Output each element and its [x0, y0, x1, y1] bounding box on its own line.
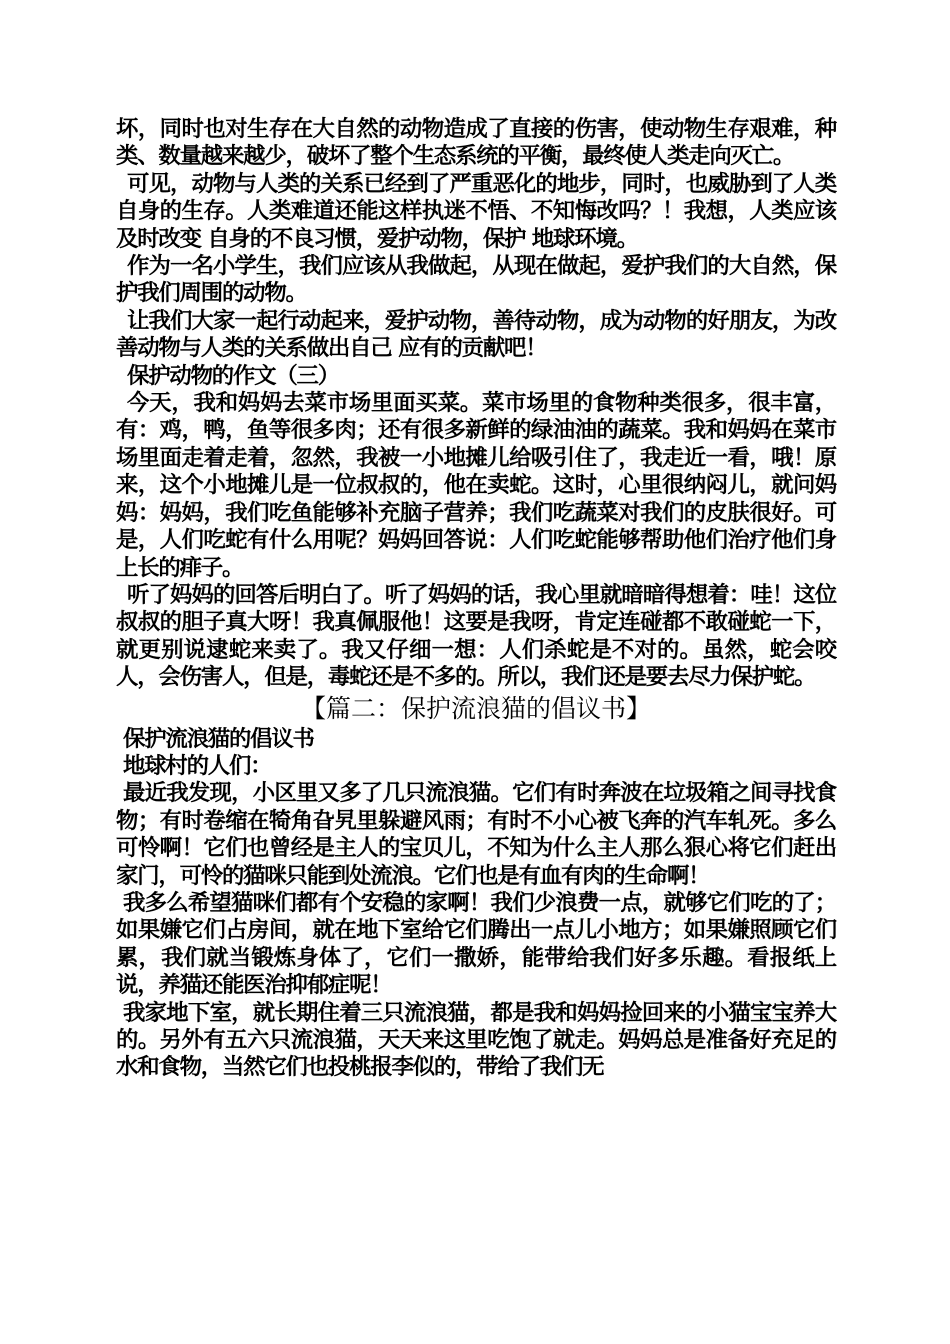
essay-subtitle: 保护动物的作文（三）	[127, 362, 339, 389]
paragraph: 可见，动物与人类的关系已经到了严重恶化的地步，同时，也威胁到了人类自身的生存。人类难道还能这样执迷不悟、不知悔改吗？！我想，人类应该及时改变 自身的不良习惯，爱护动物，保护 地球环境。	[116, 170, 836, 252]
section-heading: 【篇二：保护流浪猫的倡议书】	[300, 693, 651, 723]
paragraph: 今天，我和妈妈去菜市场里面买菜。菜市场里的食物种类很多，很丰富，有：鸡，鸭，鱼等很多肉；还有很多新鲜的绿油油的蔬菜。我和妈妈在菜市场里面走着走着，忽然，我被一小地摊儿给吸引住了，我走近一看，哦！原来，这个小地摊儿是一位叔叔的，他在卖蛇。这时，心里很纳闷儿，就问妈妈：妈妈，我们吃鱼能够补充脑子营养；我们吃蔬菜对我们的皮肤很好。可是，人们吃蛇有什么用呢？妈妈回答说：人们吃蛇能够帮助他们治疗他们身上长的痱子。	[116, 390, 836, 581]
paragraph: 让我们大家一起行动起来，爱护动物，善待动物，成为动物的好朋友，为改善动物与人类的关系做出自己 应有的贡献吧！	[116, 307, 836, 362]
paragraph: 我多么希望猫咪们都有个安稳的家啊！我们少浪费一点，就够它们吃的了；如果嫌它们占房间，就在地下室给它们腾出一点儿小地方；如果嫌照顾它们累，我们就当锻炼身体了，它们一撒娇，能带给我们好多乐趣。看报纸上说，养猫还能医治抑郁症呢！	[116, 889, 836, 999]
paragraph: 作为一名小学生，我们应该从我做起，从现在做起，爱护我们的大自然，保护我们周围的动物。	[116, 253, 836, 307]
paragraph: 听了妈妈的回答后明白了。听了妈妈的话，我心里就暗暗得想着：哇！这位叔叔的胆子真大呀！我真佩服他！这要是我呀，肯定连碰都不敢碰蛇一下，就更别说逮蛇来卖了。我又仔细一想：人们杀蛇是不对的。虽然，蛇会咬人，会伤害人，但是，毒蛇还是不多的。所以，我们还是要去尽力保护蛇。	[116, 581, 836, 691]
paragraph: 我家地下室，就长期住着三只流浪猫，都是我和妈妈捡回来的小猫宝宝养大的。另外有五六只流浪猫，天天来这里吃饱了就走。妈妈总是准备好充足的水和食物，当然它们也投桃报李似的，带给了我们无	[116, 999, 836, 1081]
paragraph: 最近我发现，小区里又多了几只流浪猫。它们有时奔波在垃圾箱之间寻找食物；有时卷缩在犄角旮旯里躲避风雨；有时不小心被飞奔的汽车轧死。多么可怜啊！它们也曾经是主人的宝贝儿，不知为什么主人那么狠心将它们赶出家门，可怜的猫咪只能到处流浪。它们也是有血有肉的生命啊！	[116, 780, 836, 889]
letter-salutation: 地球村的人们：	[123, 752, 272, 779]
document-body	[116, 116, 836, 1082]
letter-title: 保护流浪猫的倡议书	[123, 725, 314, 752]
paragraph: 坏，同时也对生存在大自然的动物造成了直接的伤害，使动物生存艰难，种类、数量越来越少，破坏了整个生态系统的平衡，最终使人类走向灭亡。	[116, 116, 836, 170]
